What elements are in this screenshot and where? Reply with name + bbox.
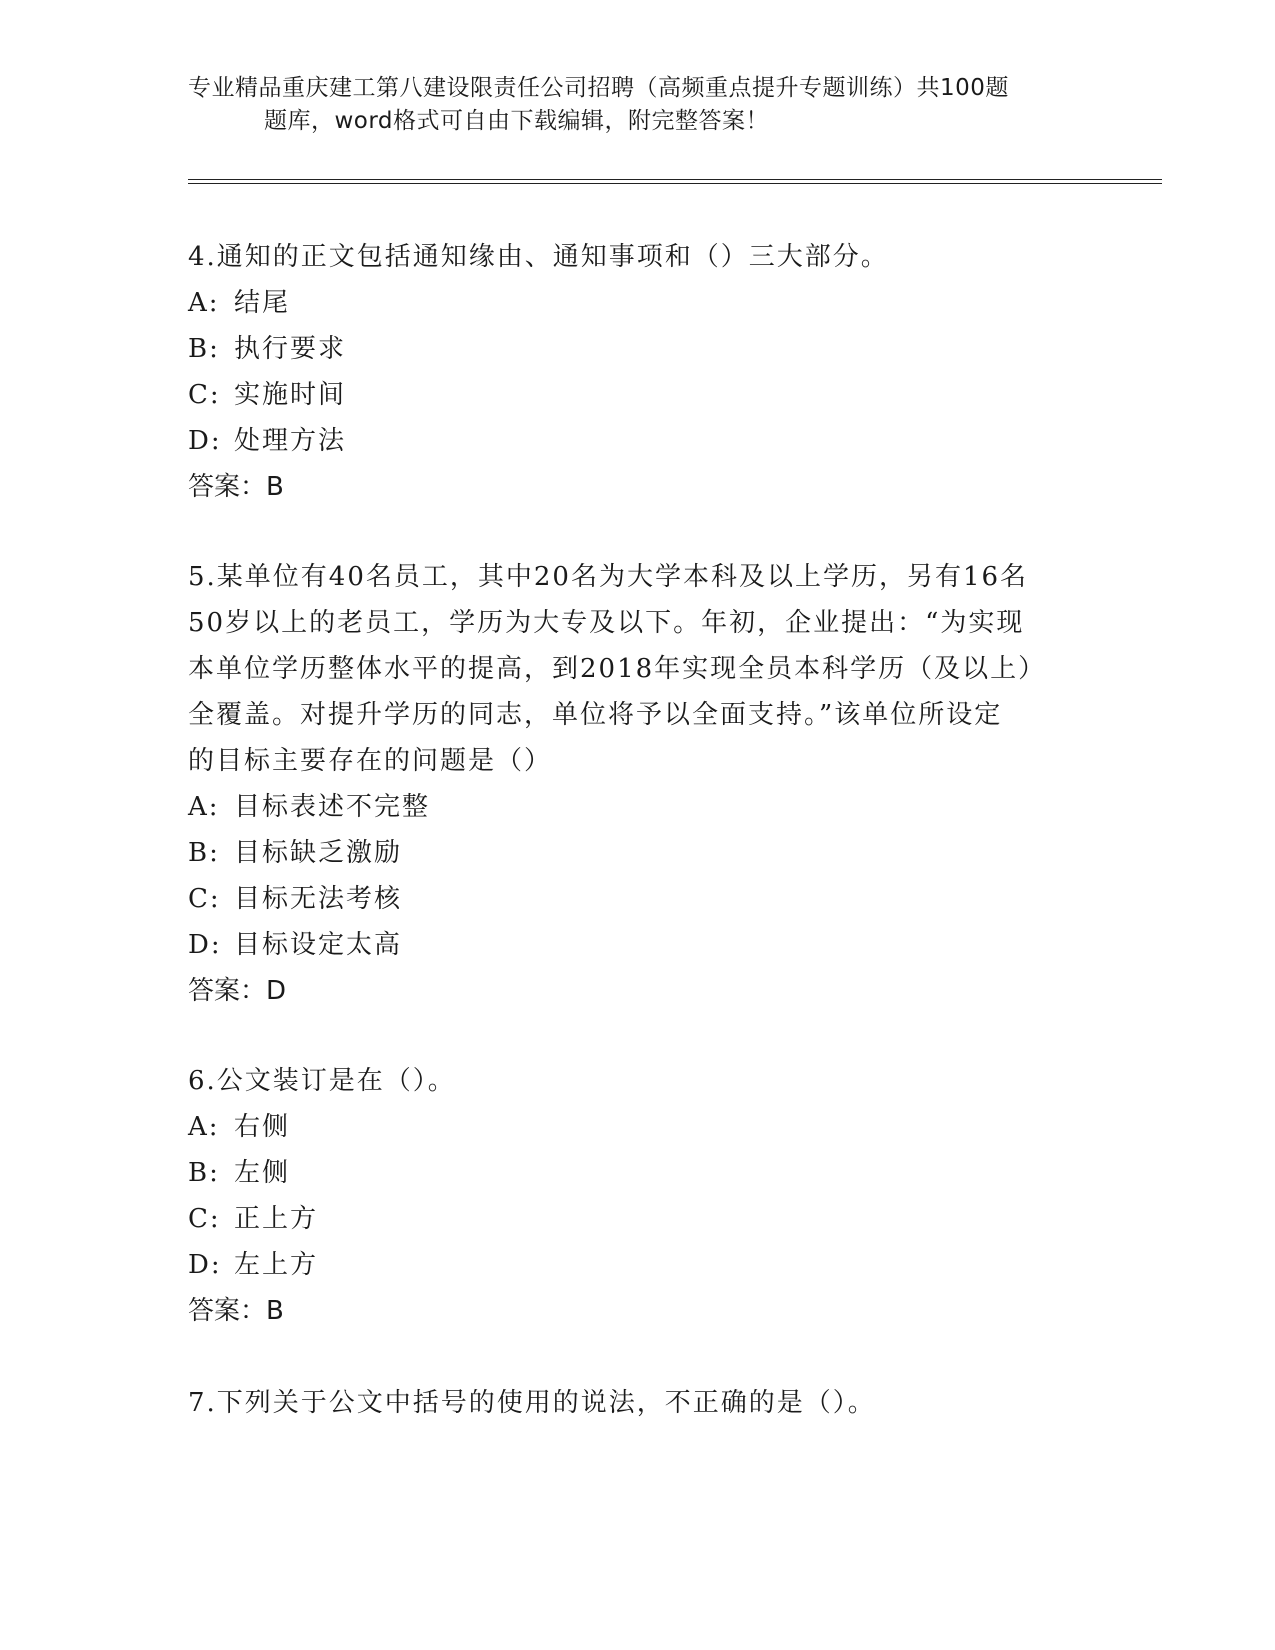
option-letter: C: [188,884,221,914]
option-text: 目标缺乏激励 [234,838,403,868]
question-4 [188,234,1088,510]
option-letter: A: [188,1112,220,1142]
question-4-option-a [188,280,1088,326]
question-4-answer: 答案：B [188,472,284,502]
header-divider-bottom [188,183,1162,184]
option-text: 目标无法考核 [234,884,403,914]
question-6-option-c [188,1196,1088,1242]
option-letter: D: [188,426,222,456]
question-5-text-line-1: 5.某单位有40名员工，其中20名为大学本科及以上学历，另有16名 [188,562,1029,592]
spacer [188,1334,1088,1380]
option-letter: C: [188,380,221,410]
question-5-option-b [188,830,1088,876]
option-text: 执行要求 [234,334,347,364]
question-4-text: 4.通知的正文包括通知缘由、通知事项和（）三大部分。 [188,242,889,272]
question-5-text-line-2: 50岁以上的老员工，学历为大专及以下。年初，企业提出：“为实现 [188,608,1025,638]
question-4-option-d [188,418,1088,464]
option-text: 目标表述不完整 [234,792,431,822]
header-title-line-2: 题库，word格式可自由下载编辑，附完整答案！ [264,108,770,134]
document-header [188,72,1088,138]
header-title-line-1: 专业精品重庆建工第八建设限责任公司招聘（高频重点提升专题训练）共100题 [188,75,1009,101]
spacer [188,510,1088,554]
option-letter: C: [188,1204,221,1234]
question-5 [188,554,1088,1014]
option-letter: D: [188,930,222,960]
question-5-text-line-3: 本单位学历整体水平的提高，到2018年实现全员本科学历（及以上） [188,654,1047,684]
option-text: 正上方 [234,1204,319,1234]
question-5-option-c [188,876,1088,922]
option-text: 左侧 [234,1158,291,1188]
question-6-option-b [188,1150,1088,1196]
question-4-option-c [188,372,1088,418]
option-letter: A: [188,288,220,318]
option-text: 左上方 [234,1250,319,1280]
option-letter: B: [188,1158,220,1188]
question-6-option-a [188,1104,1088,1150]
question-7 [188,1380,1088,1426]
question-5-answer: 答案：D [188,976,287,1006]
option-text: 处理方法 [234,426,347,456]
question-6 [188,1058,1088,1334]
option-letter: B: [188,334,220,364]
header-divider-top [188,179,1162,180]
question-6-option-d [188,1242,1088,1288]
question-4-option-b [188,326,1088,372]
option-letter: D: [188,1250,222,1280]
question-5-text-line-4: 全覆盖。对提升学历的同志，单位将予以全面支持。”该单位所设定 [188,700,1003,730]
question-7-text: 7.下列关于公文中括号的使用的说法，不正确的是（）。 [188,1388,876,1418]
option-letter: A: [188,792,220,822]
option-text: 实施时间 [234,380,347,410]
question-6-text: 6.公文装订是在（）。 [188,1066,456,1096]
option-text: 目标设定太高 [234,930,403,960]
question-5-text-line-5: 的目标主要存在的问题是（） [188,746,553,776]
question-list [188,234,1088,1426]
option-text: 右侧 [234,1112,291,1142]
option-letter: B: [188,838,220,868]
option-text: 结尾 [234,288,291,318]
spacer [188,1014,1088,1058]
question-5-option-a [188,784,1088,830]
question-6-answer: 答案：B [188,1296,284,1326]
question-5-option-d [188,922,1088,968]
